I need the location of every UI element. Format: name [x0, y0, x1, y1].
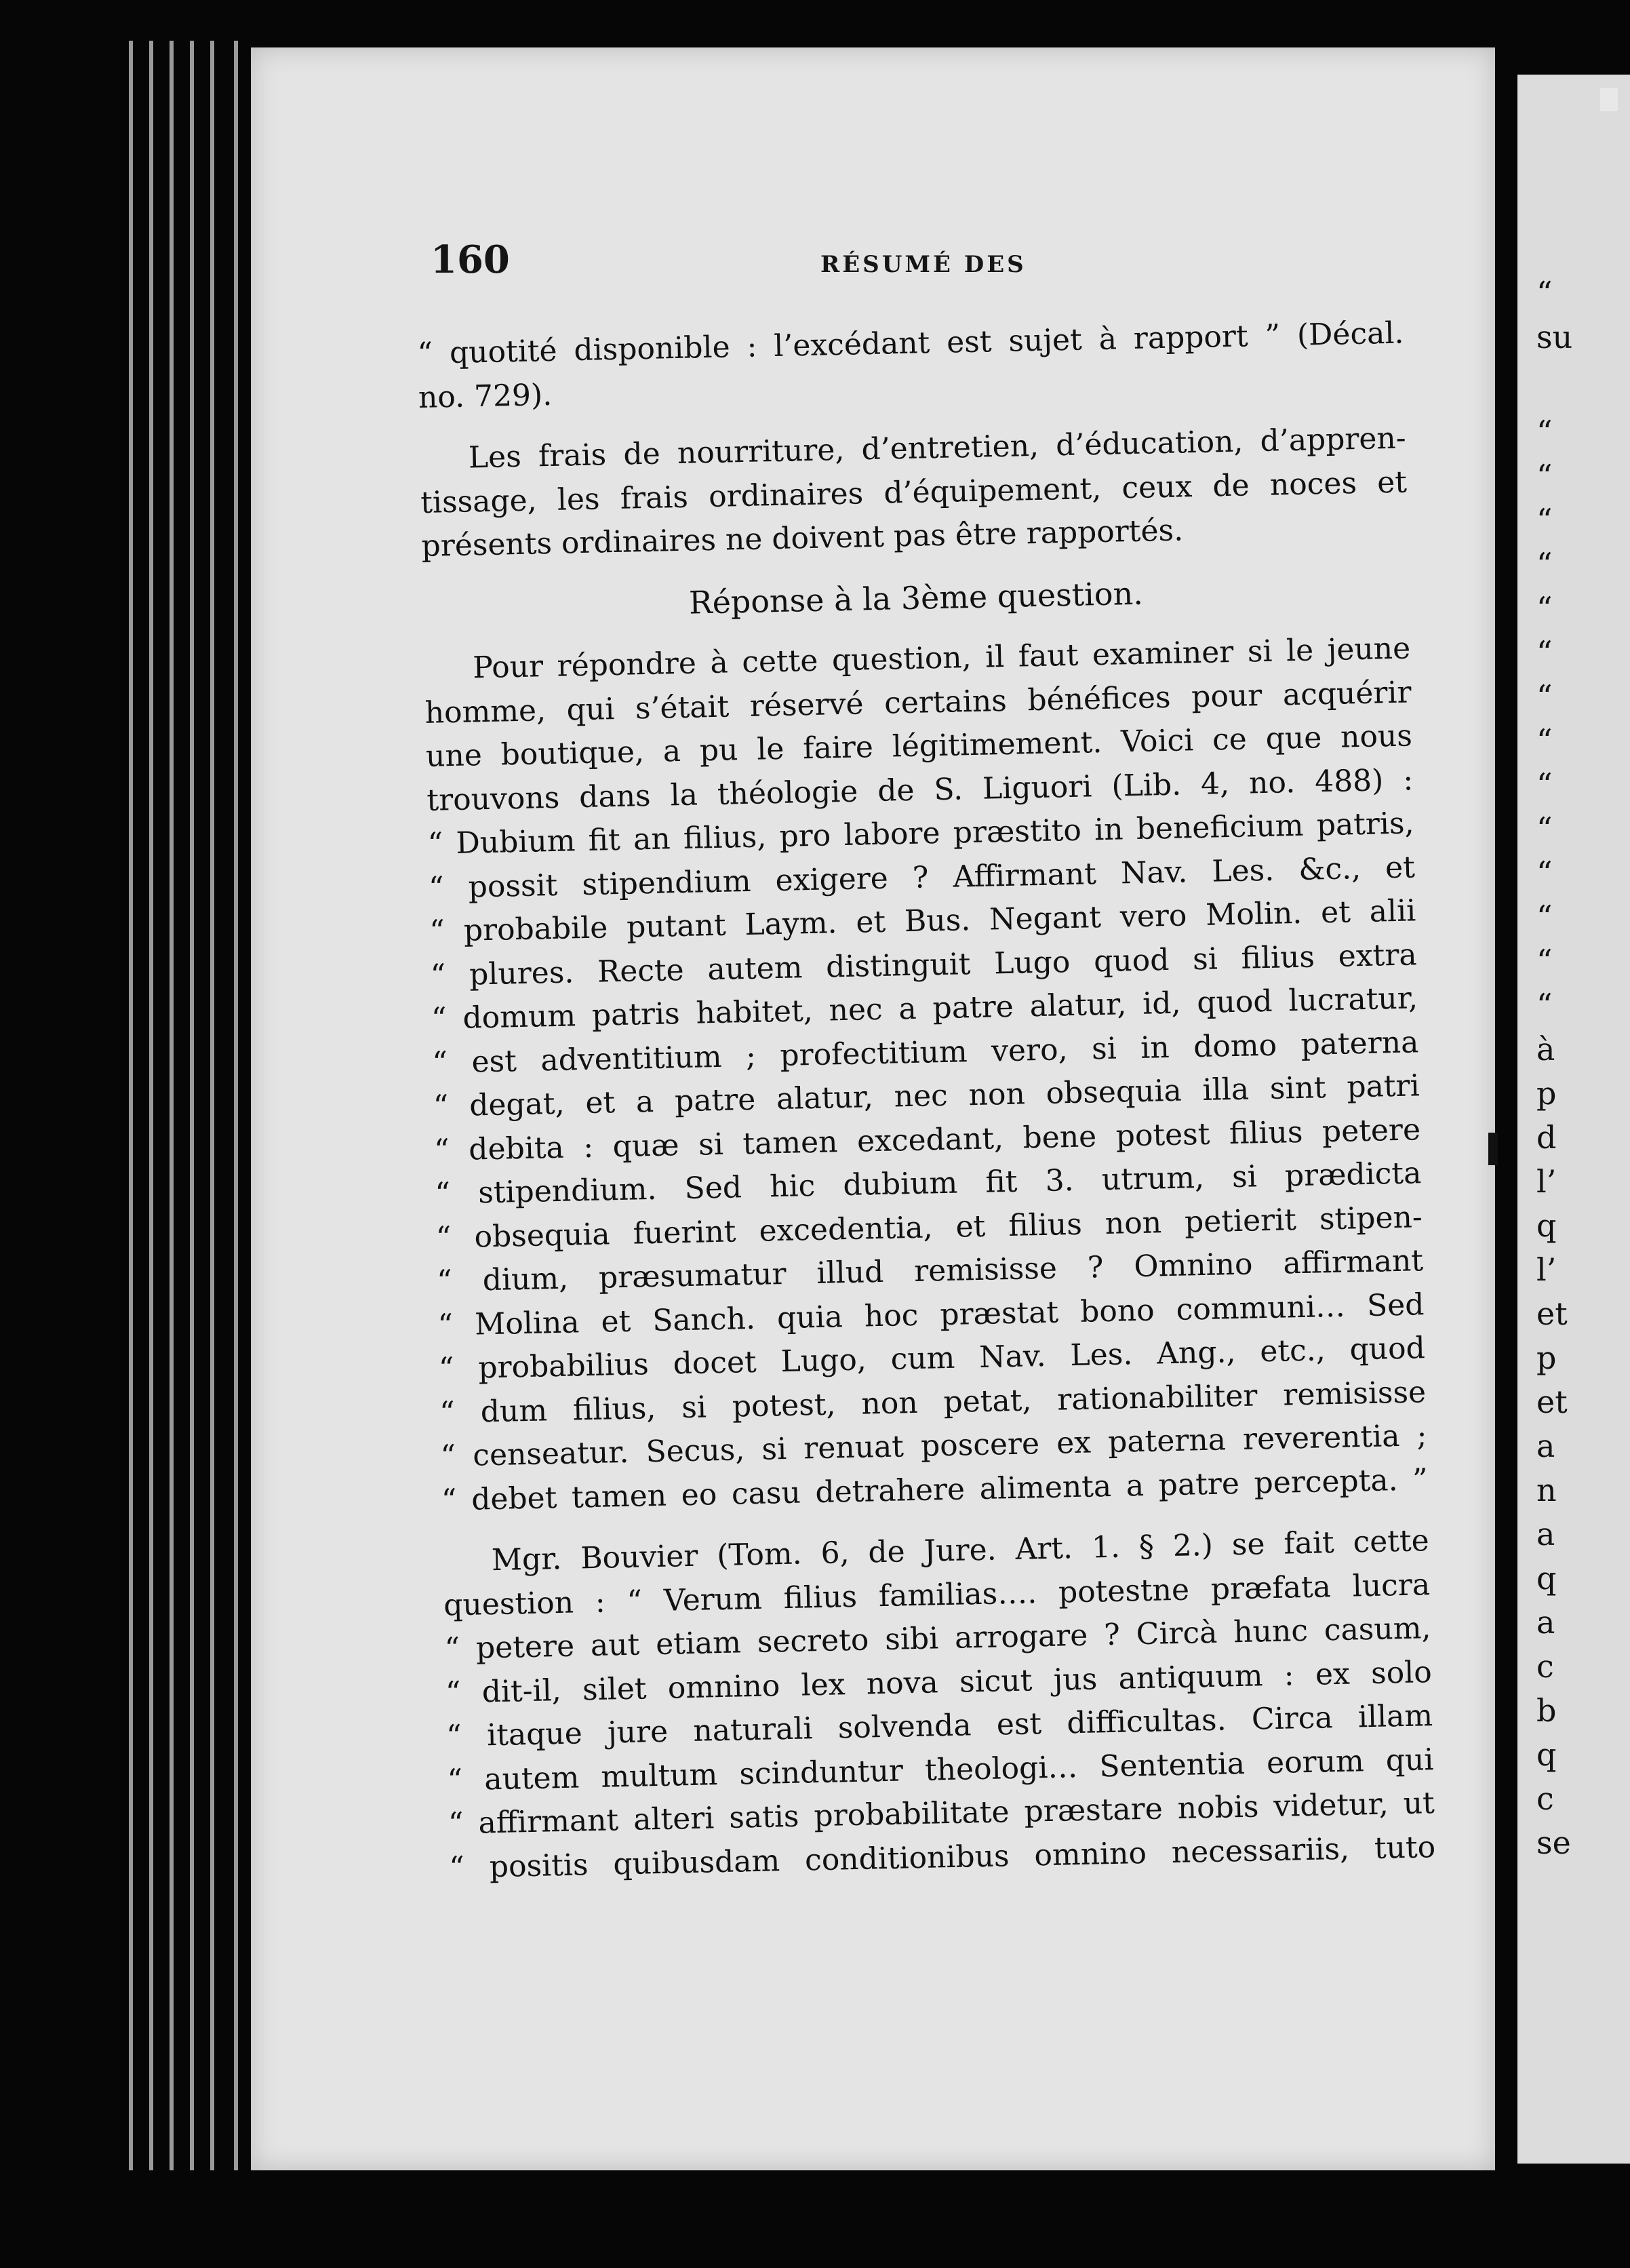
page-stack-edge: [102, 41, 258, 2170]
text-line: “ affirmant alteri satis probabilitate præstare nobis videtur, ut: [448, 1786, 1435, 1841]
text-line: “ plures. Recte autem distinguit Lugo quod si filius extra: [430, 937, 1418, 993]
text-line: “ petere aut etiam secreto sibi arrogare ? Circà hunc casum,: [444, 1611, 1431, 1666]
adjacent-page-fragment: d: [1536, 1119, 1557, 1156]
text-line: Réponse à la 3ème question.: [688, 574, 1144, 621]
adjacent-page-fragment: “: [1536, 502, 1553, 539]
adjacent-page-fragment: c: [1536, 1780, 1554, 1817]
adjacent-page-fragment: n: [1536, 1472, 1557, 1508]
text-line: question : “ Verum filius familias…. potestne præfata lucra: [443, 1567, 1431, 1623]
adjacent-page-fragment: “: [1536, 810, 1553, 847]
text-line: “ positis quibusdam conditionibus omnino necessariis, tuto: [448, 1829, 1436, 1885]
adjacent-page-fragment: “: [1536, 722, 1553, 759]
adjacent-page-fragment: p: [1536, 1340, 1557, 1376]
adjacent-page-fragment: et: [1536, 1384, 1568, 1420]
book-page: [251, 47, 1495, 2170]
text-line: tissage, les frais ordinaires d’équipement, ceux de noces et: [420, 464, 1408, 520]
text-line: “ dium, præsumatur illud remisisse ? Omnino affirmant: [436, 1243, 1424, 1299]
adjacent-page-fragment: “: [1536, 766, 1553, 803]
adjacent-page-fragment: et: [1536, 1295, 1568, 1332]
text-line: “ probabile putant Laym. et Bus. Negant vero Molin. et alii: [429, 893, 1416, 949]
text-line: “ quotité disponible : l’excédant est sujet à rapport ” (Décal.: [417, 315, 1404, 371]
adjacent-page-strip: [1517, 75, 1630, 2164]
adjacent-page-fragment: su: [1536, 319, 1573, 355]
text-line: “ debita : quæ si tamen excedant, bene potest filius petere: [433, 1112, 1421, 1168]
text-line: Les frais de nourriture, d’entretien, d’éducation, d’appren-: [468, 421, 1407, 475]
adjacent-page-fragment: l’: [1536, 1163, 1557, 1200]
page-number: 160: [431, 237, 510, 282]
text-line: “ domum patris habitet, nec a patre alatur, id, quod lucratur,: [431, 981, 1418, 1036]
adjacent-page-fragment: “: [1536, 943, 1553, 979]
adjacent-page-fragment: “: [1536, 590, 1553, 627]
spine-mark: [1488, 1133, 1498, 1165]
adjacent-page-fragment: c: [1536, 1648, 1554, 1685]
adjacent-page-fragment: a: [1536, 1604, 1555, 1641]
text-line: “ dum filius, si potest, non petat, rationabiliter remisisse: [439, 1374, 1427, 1430]
adjacent-page-fragment: a: [1536, 1516, 1555, 1552]
text-line: “ Molina et Sanch. quia hoc præstat bono communi… Sed: [437, 1287, 1425, 1343]
adjacent-page-fragment: q: [1536, 1736, 1557, 1773]
adjacent-page-fragment: “: [1536, 678, 1553, 715]
adjacent-page-fragment: q: [1536, 1560, 1557, 1597]
page-header: [431, 237, 1448, 298]
text-line: “ est adventitium ; profectitium vero, si in domo paterna: [432, 1024, 1419, 1080]
adjacent-page-fragment: “: [1536, 275, 1553, 311]
adjacent-page-fragment: a: [1536, 1428, 1555, 1464]
adjacent-page-fragment: p: [1536, 1075, 1557, 1112]
text-line: “ degat, et a patre alatur, nec non obsequia illa sint patri: [433, 1068, 1420, 1124]
adjacent-page-fragment: à: [1536, 1031, 1555, 1068]
text-line: “ stipendium. Sed hic dubium fit 3. utrum, si prædicta: [435, 1156, 1422, 1211]
adjacent-page-fragment: “: [1536, 855, 1553, 891]
corner-mark: [1600, 88, 1618, 111]
text-line: “ dit-il, silet omnino lex nova sicut jus antiquum : ex solo: [445, 1654, 1433, 1710]
text-line: une boutique, a pu le faire légitimement. Voici ce que nous: [425, 718, 1413, 774]
running-title: RÉSUMÉ DES: [820, 251, 1027, 278]
text-line: “ possit stipendium exigere ? Affirmant Nav. Les. &c., et: [428, 849, 1416, 905]
adjacent-page-fragment: “: [1536, 458, 1553, 494]
text-line: “ censeatur. Secus, si renuat poscere ex paterna reverentia ;: [440, 1418, 1427, 1474]
adjacent-page-fragment: l’: [1536, 1251, 1557, 1288]
text-line: présents ordinaires ne doivent pas être rapportés.: [421, 513, 1184, 564]
text-line: “ itaque jure naturali solvenda est difficultas. Circa illam: [445, 1698, 1433, 1754]
adjacent-page-fragment: “: [1536, 899, 1553, 935]
text-line: “ Dubium fit an filius, pro labore præstito in beneficium patris,: [427, 806, 1415, 861]
text-line: “ probabilius docet Lugo, cum Nav. Les. Ang., etc., quod: [438, 1331, 1426, 1386]
text-line: “ obsequia fuerint excedentia, et filius non petierit stipen-: [435, 1199, 1423, 1255]
text-line: “ autem multum scinduntur theologi… Sententia eorum qui: [447, 1742, 1434, 1798]
text-line: Mgr. Bouvier (Tom. 6, de Jure. Art. 1. § 2.) se fait cette: [491, 1523, 1430, 1578]
text-line: no. 729).: [418, 377, 553, 415]
text-line: “ debet tamen eo casu detrahere alimenta a patre percepta. ”: [441, 1462, 1429, 1518]
adjacent-page-fragment: “: [1536, 414, 1553, 450]
text-line: Pour répondre à cette question, il faut examiner si le jeune: [472, 631, 1411, 686]
adjacent-page-fragment: se: [1536, 1824, 1571, 1861]
adjacent-page-fragment: “: [1536, 546, 1553, 583]
adjacent-page-fragment: “: [1536, 634, 1553, 671]
body-text: [417, 312, 1436, 1890]
text-line: trouvons dans la théologie de S. Liguori (Lib. 4, no. 488) :: [426, 762, 1414, 818]
adjacent-page-fragment: b: [1536, 1692, 1557, 1729]
adjacent-page-fragment: q: [1536, 1207, 1557, 1244]
text-line: homme, qui s’était réservé certains bénéfices pour acquérir: [424, 674, 1412, 730]
adjacent-page-fragment: “: [1536, 987, 1553, 1023]
